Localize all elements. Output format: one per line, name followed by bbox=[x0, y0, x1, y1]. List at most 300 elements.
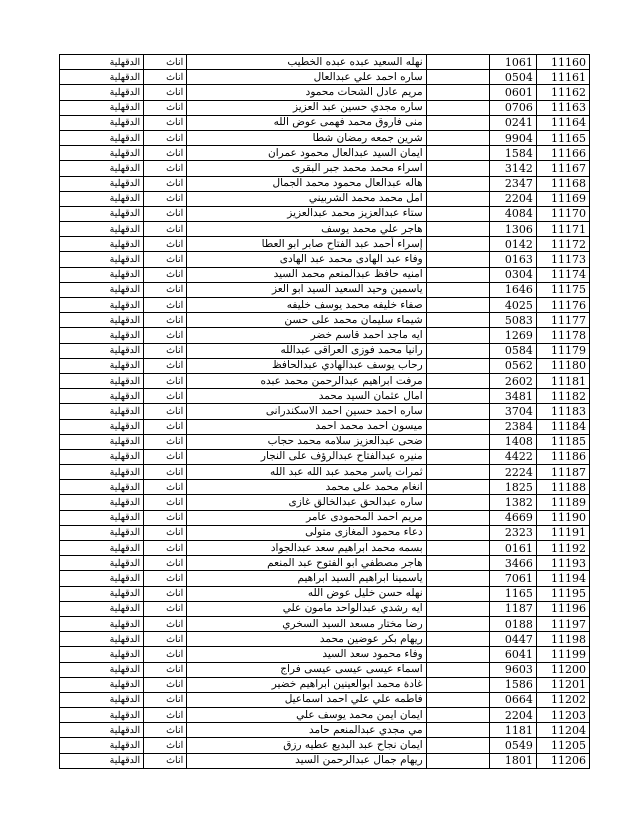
empty-cell bbox=[426, 191, 489, 206]
name-cell: هاله عبدالعال محمود محمد الجمال bbox=[187, 176, 426, 191]
empty-cell bbox=[426, 662, 489, 677]
empty-cell bbox=[426, 176, 489, 191]
serial-number-cell: 11176 bbox=[536, 298, 589, 313]
table-row bbox=[60, 343, 590, 358]
name-cell: وفاء عبد الهادى محمد عبد الهادى bbox=[187, 252, 426, 267]
gender-cell: اناث bbox=[144, 237, 187, 252]
governorate-cell: الدقهلية bbox=[60, 70, 144, 85]
serial-number-cell: 11199 bbox=[536, 647, 589, 662]
serial-number-cell: 11203 bbox=[536, 708, 589, 723]
table-row bbox=[60, 616, 590, 631]
gender-cell: اناث bbox=[144, 434, 187, 449]
table-row bbox=[60, 313, 590, 328]
empty-cell bbox=[426, 313, 489, 328]
name-cell: دعاء محمود المغازى متولى bbox=[187, 525, 426, 540]
code-cell: 2347 bbox=[489, 176, 536, 191]
serial-number-cell: 11167 bbox=[536, 161, 589, 176]
governorate-cell: الدقهلية bbox=[60, 85, 144, 100]
name-cell: إسراء أحمد عبد الفتاح صابر ابو العطا bbox=[187, 237, 426, 252]
name-cell: ساره احمد حسين احمد الاسكندرانى bbox=[187, 404, 426, 419]
table-row bbox=[60, 161, 590, 176]
governorate-cell: الدقهلية bbox=[60, 161, 144, 176]
name-cell: بسمه محمد ابراهيم سعد عبدالجواد bbox=[187, 541, 426, 556]
governorate-cell: الدقهلية bbox=[60, 677, 144, 692]
name-cell: مريم احمد المحمودى عامر bbox=[187, 510, 426, 525]
table-row bbox=[60, 389, 590, 404]
governorate-cell: الدقهلية bbox=[60, 298, 144, 313]
table-row bbox=[60, 358, 590, 373]
table-row bbox=[60, 449, 590, 464]
table-row bbox=[60, 556, 590, 571]
gender-cell: اناث bbox=[144, 191, 187, 206]
name-cell: ياسمين وحيد السعيد السيد ابو العز bbox=[187, 282, 426, 297]
table-row bbox=[60, 85, 590, 100]
table-row bbox=[60, 130, 590, 145]
table-row bbox=[60, 191, 590, 206]
name-cell: شرين جمعه رمضان شطا bbox=[187, 130, 426, 145]
empty-cell bbox=[426, 70, 489, 85]
gender-cell: اناث bbox=[144, 343, 187, 358]
empty-cell bbox=[426, 358, 489, 373]
governorate-cell: الدقهلية bbox=[60, 222, 144, 237]
name-cell: غادة محمد ابوالعينين ابراهيم خضير bbox=[187, 677, 426, 692]
governorate-cell: الدقهلية bbox=[60, 647, 144, 662]
governorate-cell: الدقهلية bbox=[60, 571, 144, 586]
gender-cell: اناث bbox=[144, 358, 187, 373]
empty-cell bbox=[426, 632, 489, 647]
name-cell: ساره احمد علي عبدالعال bbox=[187, 70, 426, 85]
governorate-cell: الدقهلية bbox=[60, 616, 144, 631]
serial-number-cell: 11179 bbox=[536, 343, 589, 358]
name-cell: مي مجدي عبدالمنعم حامد bbox=[187, 723, 426, 738]
code-cell: 0241 bbox=[489, 115, 536, 130]
table-row bbox=[60, 632, 590, 647]
serial-number-cell: 11184 bbox=[536, 419, 589, 434]
serial-number-cell: 11197 bbox=[536, 616, 589, 631]
name-cell: ايمان ايمن محمد يوسف علي bbox=[187, 708, 426, 723]
code-cell: 0706 bbox=[489, 100, 536, 115]
empty-cell bbox=[426, 541, 489, 556]
code-cell: 1269 bbox=[489, 328, 536, 343]
gender-cell: اناث bbox=[144, 541, 187, 556]
serial-number-cell: 11175 bbox=[536, 282, 589, 297]
serial-number-cell: 11189 bbox=[536, 495, 589, 510]
code-cell: 1382 bbox=[489, 495, 536, 510]
code-cell: 0304 bbox=[489, 267, 536, 282]
gender-cell: اناث bbox=[144, 692, 187, 707]
governorate-cell: الدقهلية bbox=[60, 556, 144, 571]
empty-cell bbox=[426, 206, 489, 221]
empty-cell bbox=[426, 222, 489, 237]
serial-number-cell: 11188 bbox=[536, 480, 589, 495]
serial-number-cell: 11178 bbox=[536, 328, 589, 343]
table-row bbox=[60, 571, 590, 586]
name-cell: ستاء عبدالعزيز محمد عبدالعزيز bbox=[187, 206, 426, 221]
serial-number-cell: 11183 bbox=[536, 404, 589, 419]
table-row bbox=[60, 373, 590, 388]
empty-cell bbox=[426, 267, 489, 282]
table-row bbox=[60, 708, 590, 723]
table-row bbox=[60, 282, 590, 297]
gender-cell: اناث bbox=[144, 495, 187, 510]
governorate-cell: الدقهلية bbox=[60, 404, 144, 419]
empty-cell bbox=[426, 616, 489, 631]
gender-cell: اناث bbox=[144, 723, 187, 738]
table-row bbox=[60, 115, 590, 130]
code-cell: 6041 bbox=[489, 647, 536, 662]
serial-number-cell: 11174 bbox=[536, 267, 589, 282]
governorate-cell: الدقهلية bbox=[60, 343, 144, 358]
gender-cell: اناث bbox=[144, 525, 187, 540]
empty-cell bbox=[426, 404, 489, 419]
empty-cell bbox=[426, 373, 489, 388]
table-row bbox=[60, 419, 590, 434]
governorate-cell: الدقهلية bbox=[60, 525, 144, 540]
serial-number-cell: 11181 bbox=[536, 373, 589, 388]
gender-cell: اناث bbox=[144, 85, 187, 100]
table-row bbox=[60, 601, 590, 616]
empty-cell bbox=[426, 571, 489, 586]
serial-number-cell: 11194 bbox=[536, 571, 589, 586]
governorate-cell: الدقهلية bbox=[60, 252, 144, 267]
empty-cell bbox=[426, 146, 489, 161]
gender-cell: اناث bbox=[144, 130, 187, 145]
gender-cell: اناث bbox=[144, 404, 187, 419]
gender-cell: اناث bbox=[144, 176, 187, 191]
governorate-cell: الدقهلية bbox=[60, 541, 144, 556]
governorate-cell: الدقهلية bbox=[60, 328, 144, 343]
governorate-cell: الدقهلية bbox=[60, 206, 144, 221]
serial-number-cell: 11171 bbox=[536, 222, 589, 237]
empty-cell bbox=[426, 677, 489, 692]
code-cell: 3466 bbox=[489, 556, 536, 571]
governorate-cell: الدقهلية bbox=[60, 692, 144, 707]
gender-cell: اناث bbox=[144, 313, 187, 328]
governorate-cell: الدقهلية bbox=[60, 282, 144, 297]
code-cell: 0584 bbox=[489, 343, 536, 358]
serial-number-cell: 11173 bbox=[536, 252, 589, 267]
serial-number-cell: 11204 bbox=[536, 723, 589, 738]
code-cell: 4669 bbox=[489, 510, 536, 525]
gender-cell: اناث bbox=[144, 601, 187, 616]
gender-cell: اناث bbox=[144, 465, 187, 480]
serial-number-cell: 11190 bbox=[536, 510, 589, 525]
serial-number-cell: 11200 bbox=[536, 662, 589, 677]
empty-cell bbox=[426, 708, 489, 723]
table-row bbox=[60, 146, 590, 161]
name-cell: اسماء عيسى عيسى عيسى فراج bbox=[187, 662, 426, 677]
empty-cell bbox=[426, 85, 489, 100]
serial-number-cell: 11162 bbox=[536, 85, 589, 100]
code-cell: 1646 bbox=[489, 282, 536, 297]
empty-cell bbox=[426, 419, 489, 434]
name-cell: انغام محمد على محمد bbox=[187, 480, 426, 495]
name-cell: رانيا محمد فوزى العراقى عبدالله bbox=[187, 343, 426, 358]
code-cell: 9904 bbox=[489, 130, 536, 145]
serial-number-cell: 11170 bbox=[536, 206, 589, 221]
name-cell: منيره عبدالفتاح عبدالرؤف على النجار bbox=[187, 449, 426, 464]
table-row bbox=[60, 647, 590, 662]
governorate-cell: الدقهلية bbox=[60, 389, 144, 404]
serial-number-cell: 11160 bbox=[536, 55, 589, 70]
table-row bbox=[60, 465, 590, 480]
gender-cell: اناث bbox=[144, 55, 187, 70]
governorate-cell: الدقهلية bbox=[60, 434, 144, 449]
table-row bbox=[60, 237, 590, 252]
governorate-cell: الدقهلية bbox=[60, 480, 144, 495]
governorate-cell: الدقهلية bbox=[60, 55, 144, 70]
gender-cell: اناث bbox=[144, 480, 187, 495]
governorate-cell: الدقهلية bbox=[60, 267, 144, 282]
empty-cell bbox=[426, 601, 489, 616]
gender-cell: اناث bbox=[144, 267, 187, 282]
gender-cell: اناث bbox=[144, 70, 187, 85]
name-cell: امال عثمان السيد محمد bbox=[187, 389, 426, 404]
table-row bbox=[60, 662, 590, 677]
code-cell: 0549 bbox=[489, 738, 536, 753]
name-cell: امنيه حافظ عبدالمنعم محمد السيد bbox=[187, 267, 426, 282]
name-cell: فاطمه علي علي احمد اسماعيل bbox=[187, 692, 426, 707]
name-cell: شيماء سليمان محمد على حسن bbox=[187, 313, 426, 328]
code-cell: 0161 bbox=[489, 541, 536, 556]
governorate-cell: الدقهلية bbox=[60, 662, 144, 677]
gender-cell: اناث bbox=[144, 708, 187, 723]
name-cell: مريم عادل الشحات محمود bbox=[187, 85, 426, 100]
table-row bbox=[60, 298, 590, 313]
empty-cell bbox=[426, 55, 489, 70]
serial-number-cell: 11198 bbox=[536, 632, 589, 647]
code-cell: 2323 bbox=[489, 525, 536, 540]
governorate-cell: الدقهلية bbox=[60, 176, 144, 191]
table-row bbox=[60, 176, 590, 191]
gender-cell: اناث bbox=[144, 298, 187, 313]
gender-cell: اناث bbox=[144, 161, 187, 176]
serial-number-cell: 11185 bbox=[536, 434, 589, 449]
code-cell: 0664 bbox=[489, 692, 536, 707]
gender-cell: اناث bbox=[144, 753, 187, 768]
table-row bbox=[60, 586, 590, 601]
name-cell: ضحى عبدالعزيز سلامه محمد حجاب bbox=[187, 434, 426, 449]
code-cell: 3481 bbox=[489, 389, 536, 404]
empty-cell bbox=[426, 343, 489, 358]
serial-number-cell: 11163 bbox=[536, 100, 589, 115]
serial-number-cell: 11165 bbox=[536, 130, 589, 145]
empty-cell bbox=[426, 495, 489, 510]
serial-number-cell: 11164 bbox=[536, 115, 589, 130]
gender-cell: اناث bbox=[144, 206, 187, 221]
code-cell: 0447 bbox=[489, 632, 536, 647]
code-cell: 1584 bbox=[489, 146, 536, 161]
empty-cell bbox=[426, 237, 489, 252]
name-cell: وفاء محمود سعد السيد bbox=[187, 647, 426, 662]
code-cell: 2602 bbox=[489, 373, 536, 388]
serial-number-cell: 11206 bbox=[536, 753, 589, 768]
empty-cell bbox=[426, 753, 489, 768]
serial-number-cell: 11202 bbox=[536, 692, 589, 707]
table-row bbox=[60, 480, 590, 495]
empty-cell bbox=[426, 510, 489, 525]
name-cell: ايمان السيد عبدالعال محمود عمران bbox=[187, 146, 426, 161]
governorate-cell: الدقهلية bbox=[60, 146, 144, 161]
code-cell: 4422 bbox=[489, 449, 536, 464]
serial-number-cell: 11180 bbox=[536, 358, 589, 373]
code-cell: 0163 bbox=[489, 252, 536, 267]
name-cell: نهله السعيد عبده عبده الخطيب bbox=[187, 55, 426, 70]
empty-cell bbox=[426, 252, 489, 267]
governorate-cell: الدقهلية bbox=[60, 237, 144, 252]
governorate-cell: الدقهلية bbox=[60, 495, 144, 510]
empty-cell bbox=[426, 556, 489, 571]
code-cell: 1187 bbox=[489, 601, 536, 616]
name-cell: صفاء خليفه محمد يوسف خليفه bbox=[187, 298, 426, 313]
empty-cell bbox=[426, 738, 489, 753]
code-cell: 9603 bbox=[489, 662, 536, 677]
name-cell: ياسمينا ابراهيم السيد ابراهيم bbox=[187, 571, 426, 586]
serial-number-cell: 11187 bbox=[536, 465, 589, 480]
empty-cell bbox=[426, 389, 489, 404]
gender-cell: اناث bbox=[144, 556, 187, 571]
governorate-cell: الدقهلية bbox=[60, 510, 144, 525]
code-cell: 1408 bbox=[489, 434, 536, 449]
name-cell: ساره مجدي حسين عبد العزيز bbox=[187, 100, 426, 115]
gender-cell: اناث bbox=[144, 510, 187, 525]
code-cell: 2204 bbox=[489, 191, 536, 206]
code-cell: 0188 bbox=[489, 616, 536, 631]
name-cell: اسراء محمد محمد جبر البقرى bbox=[187, 161, 426, 176]
table-row bbox=[60, 70, 590, 85]
code-cell: 5083 bbox=[489, 313, 536, 328]
table-row bbox=[60, 222, 590, 237]
empty-cell bbox=[426, 282, 489, 297]
table-row bbox=[60, 252, 590, 267]
serial-number-cell: 11195 bbox=[536, 586, 589, 601]
empty-cell bbox=[426, 449, 489, 464]
table-row bbox=[60, 677, 590, 692]
gender-cell: اناث bbox=[144, 449, 187, 464]
code-cell: 1801 bbox=[489, 753, 536, 768]
gender-cell: اناث bbox=[144, 419, 187, 434]
gender-cell: اناث bbox=[144, 282, 187, 297]
table-row bbox=[60, 206, 590, 221]
name-cell: منى فاروق محمد فهمى عوض الله bbox=[187, 115, 426, 130]
serial-number-cell: 11196 bbox=[536, 601, 589, 616]
serial-number-cell: 11205 bbox=[536, 738, 589, 753]
code-cell: 3704 bbox=[489, 404, 536, 419]
empty-cell bbox=[426, 480, 489, 495]
name-cell: ميسون احمد محمد احمد bbox=[187, 419, 426, 434]
code-cell: 2384 bbox=[489, 419, 536, 434]
code-cell: 0601 bbox=[489, 85, 536, 100]
code-cell: 4084 bbox=[489, 206, 536, 221]
gender-cell: اناث bbox=[144, 100, 187, 115]
table-row bbox=[60, 525, 590, 540]
name-cell: رضا مختار مسعد السيد السخري bbox=[187, 616, 426, 631]
gender-cell: اناث bbox=[144, 115, 187, 130]
governorate-cell: الدقهلية bbox=[60, 419, 144, 434]
empty-cell bbox=[426, 647, 489, 662]
serial-number-cell: 11182 bbox=[536, 389, 589, 404]
gender-cell: اناث bbox=[144, 146, 187, 161]
code-cell: 7061 bbox=[489, 571, 536, 586]
governorate-cell: الدقهلية bbox=[60, 373, 144, 388]
code-cell: 1181 bbox=[489, 723, 536, 738]
governorate-cell: الدقهلية bbox=[60, 601, 144, 616]
serial-number-cell: 11169 bbox=[536, 191, 589, 206]
governorate-cell: الدقهلية bbox=[60, 130, 144, 145]
empty-cell bbox=[426, 115, 489, 130]
name-cell: ريهام جمال عبدالرحمن السيد bbox=[187, 753, 426, 768]
gender-cell: اناث bbox=[144, 389, 187, 404]
serial-number-cell: 11166 bbox=[536, 146, 589, 161]
records-table bbox=[59, 54, 590, 769]
code-cell: 3142 bbox=[489, 161, 536, 176]
governorate-cell: الدقهلية bbox=[60, 449, 144, 464]
empty-cell bbox=[426, 723, 489, 738]
gender-cell: اناث bbox=[144, 616, 187, 631]
code-cell: 1306 bbox=[489, 222, 536, 237]
empty-cell bbox=[426, 465, 489, 480]
table-row bbox=[60, 404, 590, 419]
code-cell: 0504 bbox=[489, 70, 536, 85]
serial-number-cell: 11161 bbox=[536, 70, 589, 85]
records-table-body bbox=[60, 55, 590, 769]
gender-cell: اناث bbox=[144, 738, 187, 753]
code-cell: 2204 bbox=[489, 708, 536, 723]
table-row bbox=[60, 495, 590, 510]
gender-cell: اناث bbox=[144, 662, 187, 677]
name-cell: ايمان نجاح عبد البديع عطيه رزق bbox=[187, 738, 426, 753]
empty-cell bbox=[426, 130, 489, 145]
name-cell: امل محمد محمد الشربيني bbox=[187, 191, 426, 206]
serial-number-cell: 11191 bbox=[536, 525, 589, 540]
table-row bbox=[60, 510, 590, 525]
name-cell: ايه رشدي عبدالواحد مامون علي bbox=[187, 601, 426, 616]
governorate-cell: الدقهلية bbox=[60, 723, 144, 738]
empty-cell bbox=[426, 586, 489, 601]
name-cell: هاجر مصطفي ابو الفتوح عبد المنعم bbox=[187, 556, 426, 571]
table-row bbox=[60, 738, 590, 753]
gender-cell: اناث bbox=[144, 252, 187, 267]
gender-cell: اناث bbox=[144, 328, 187, 343]
governorate-cell: الدقهلية bbox=[60, 465, 144, 480]
governorate-cell: الدقهلية bbox=[60, 586, 144, 601]
gender-cell: اناث bbox=[144, 222, 187, 237]
empty-cell bbox=[426, 328, 489, 343]
governorate-cell: الدقهلية bbox=[60, 738, 144, 753]
governorate-cell: الدقهلية bbox=[60, 115, 144, 130]
name-cell: رحاب يوسف عبدالهادي عبدالحافظ bbox=[187, 358, 426, 373]
code-cell: 1165 bbox=[489, 586, 536, 601]
gender-cell: اناث bbox=[144, 571, 187, 586]
table-row bbox=[60, 541, 590, 556]
serial-number-cell: 11201 bbox=[536, 677, 589, 692]
serial-number-cell: 11192 bbox=[536, 541, 589, 556]
gender-cell: اناث bbox=[144, 373, 187, 388]
name-cell: ثمرات ياسر محمد عبد الله عبد الله bbox=[187, 465, 426, 480]
governorate-cell: الدقهلية bbox=[60, 358, 144, 373]
table-row bbox=[60, 55, 590, 70]
code-cell: 1586 bbox=[489, 677, 536, 692]
governorate-cell: الدقهلية bbox=[60, 753, 144, 768]
governorate-cell: الدقهلية bbox=[60, 632, 144, 647]
serial-number-cell: 11172 bbox=[536, 237, 589, 252]
code-cell: 1825 bbox=[489, 480, 536, 495]
table-row bbox=[60, 692, 590, 707]
gender-cell: اناث bbox=[144, 647, 187, 662]
empty-cell bbox=[426, 525, 489, 540]
governorate-cell: الدقهلية bbox=[60, 100, 144, 115]
serial-number-cell: 11193 bbox=[536, 556, 589, 571]
